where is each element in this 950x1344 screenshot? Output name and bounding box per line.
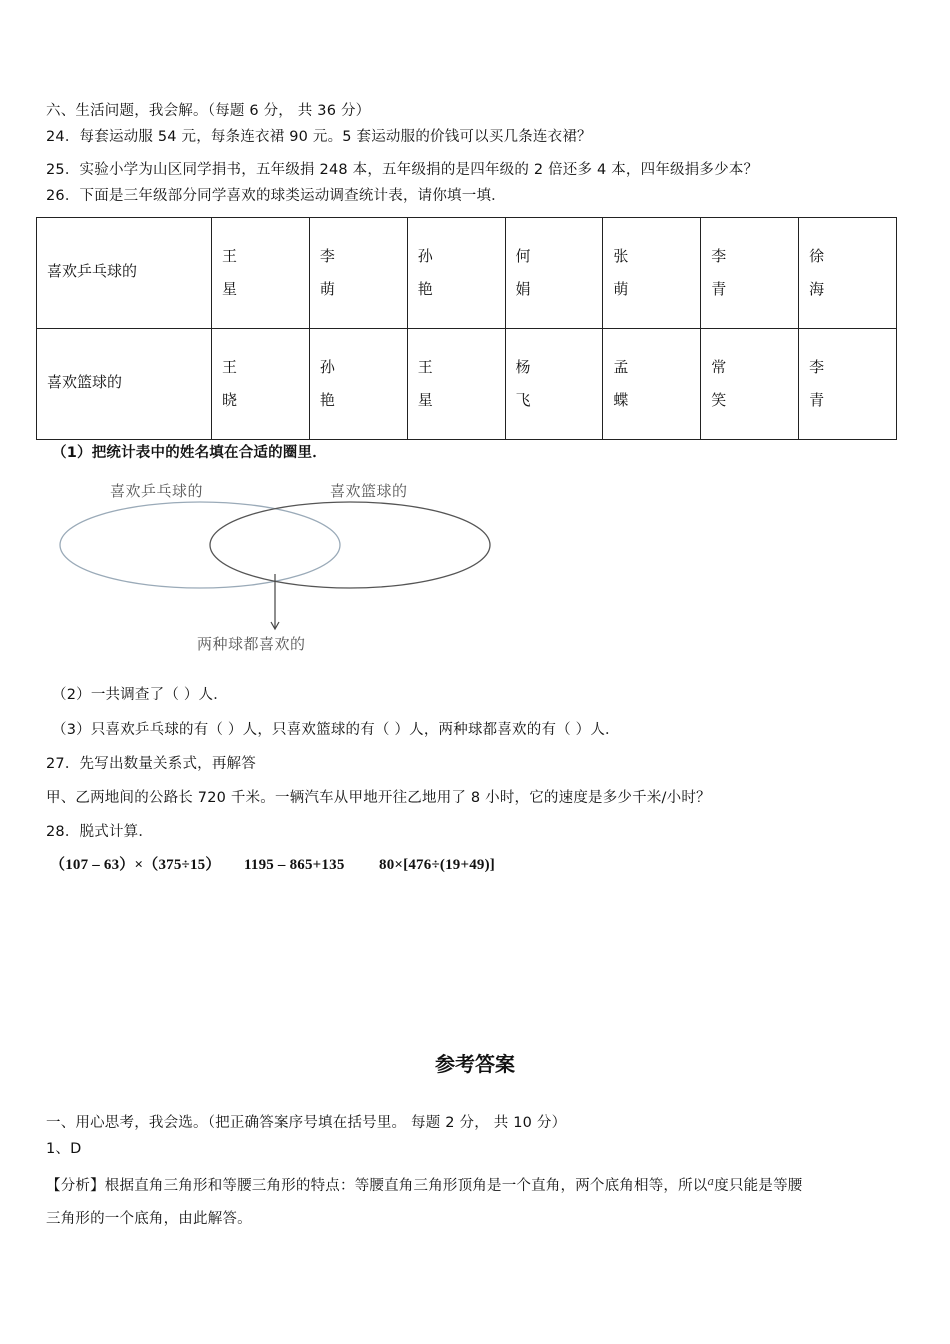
table-row-basketball bbox=[37, 329, 897, 440]
name-char: 星 bbox=[222, 280, 238, 298]
name-char: 艳 bbox=[417, 280, 433, 298]
answer-1: 1、D bbox=[46, 1141, 82, 1157]
name-char: 笑 bbox=[711, 391, 727, 409]
basketball-ellipse bbox=[210, 502, 490, 588]
name-char: 晓 bbox=[222, 391, 238, 409]
name-cell bbox=[309, 218, 407, 329]
venn-left-label: 喜欢乒乓球的 bbox=[110, 482, 204, 500]
name-char: 孟 bbox=[613, 358, 629, 376]
expression-2: 1195 – 865+135 bbox=[244, 857, 345, 873]
venn-diagram bbox=[50, 470, 510, 660]
name-char: 王 bbox=[222, 358, 238, 376]
name-cell bbox=[407, 329, 505, 440]
name-char: 青 bbox=[711, 280, 727, 298]
analysis-text-cont: 度只能是等腰 bbox=[714, 1178, 803, 1194]
question-27-body: 甲、乙两地间的公路长 720 千米。一辆汽车从甲地开往乙地用了 8 小时，它的速度是多少千米/小时？ bbox=[46, 790, 711, 806]
name-char: 青 bbox=[809, 391, 825, 409]
name-char: 萌 bbox=[319, 280, 335, 298]
name-char: 星 bbox=[417, 391, 433, 409]
name-cell bbox=[407, 218, 505, 329]
analysis-text: 【分析】根据直角三角形和等腰三角形的特点：等腰直角三角形顶角是一个直角，两个底角相等，所以 bbox=[46, 1178, 708, 1194]
name-cell bbox=[799, 329, 897, 440]
name-char: 杨 bbox=[515, 358, 531, 376]
answers-title: 参考答案 bbox=[435, 1052, 515, 1076]
name-char: 常 bbox=[711, 358, 727, 376]
name-char: 王 bbox=[417, 358, 433, 376]
name-char: 萌 bbox=[613, 280, 629, 298]
section-heading: 六、生活问题，我会解。（每题 6 分， 共 36 分） bbox=[46, 103, 371, 119]
name-cell bbox=[701, 218, 799, 329]
question-26-part-3: （3）只喜欢乒乓球的有（ ）人，只喜欢篮球的有（ ）人，两种球都喜欢的有（ ）人． bbox=[52, 722, 620, 738]
question-27-title: 27．先写出数量关系式，再解答 bbox=[46, 756, 256, 772]
question-24: 24．每套运动服 54 元，每条连衣裙 90 元。5 套运动服的价钱可以买几条连衣裙？ bbox=[46, 129, 592, 145]
name-char: 飞 bbox=[515, 391, 531, 409]
name-cell bbox=[799, 218, 897, 329]
expression-3: 80×[476÷(19+49)] bbox=[379, 857, 496, 873]
name-char: 孙 bbox=[319, 358, 335, 376]
survey-table bbox=[36, 217, 897, 440]
name-cell bbox=[212, 218, 310, 329]
question-26: 26．下面是三年级部分同学喜欢的球类运动调查统计表，请你填一填． bbox=[46, 188, 506, 204]
answers-section-heading: 一、用心思考，我会选。（把正确答案序号填在括号里。 每题 2 分， 共 10 分） bbox=[46, 1115, 567, 1131]
name-char: 李 bbox=[711, 247, 727, 265]
alpha-symbol: a bbox=[707, 1175, 715, 1188]
name-cell bbox=[309, 329, 407, 440]
name-char: 艳 bbox=[319, 391, 335, 409]
venn-shapes bbox=[50, 470, 510, 660]
row-header: 喜欢篮球的 bbox=[37, 329, 212, 440]
name-cell bbox=[505, 218, 603, 329]
answer-1-analysis bbox=[46, 1172, 802, 1196]
question-25: 25．实验小学为山区同学捐书，五年级捐 248 本，五年级捐的是四年级的 2 倍还多 4 本，四年级捐多少本？ bbox=[46, 162, 759, 178]
row-header: 喜欢乒乓球的 bbox=[37, 218, 212, 329]
answer-1-analysis-line2: 三角形的一个底角，由此解答。 bbox=[46, 1211, 252, 1227]
name-cell bbox=[701, 329, 799, 440]
name-char: 李 bbox=[319, 247, 335, 265]
name-char: 孙 bbox=[417, 247, 433, 265]
table-row-pingpong bbox=[37, 218, 897, 329]
expression-1: （107 – 63）×（375÷15） bbox=[50, 857, 221, 873]
name-char: 娟 bbox=[515, 280, 531, 298]
name-char: 徐 bbox=[809, 247, 825, 265]
question-26-part-2: （2）一共调查了（ ）人． bbox=[52, 687, 228, 703]
name-char: 蝶 bbox=[613, 391, 629, 409]
name-cell bbox=[603, 218, 701, 329]
name-char: 何 bbox=[515, 247, 531, 265]
name-cell bbox=[505, 329, 603, 440]
name-cell bbox=[603, 329, 701, 440]
name-cell bbox=[212, 329, 310, 440]
question-26-part-1: （1）把统计表中的姓名填在合适的圈里． bbox=[52, 445, 327, 461]
pingpong-ellipse bbox=[60, 502, 340, 588]
question-28-title: 28．脱式计算． bbox=[46, 824, 154, 840]
name-char: 李 bbox=[809, 358, 825, 376]
name-char: 王 bbox=[222, 247, 238, 265]
name-char: 张 bbox=[613, 247, 629, 265]
venn-intersection-label: 两种球都喜欢的 bbox=[197, 635, 306, 653]
venn-right-label: 喜欢篮球的 bbox=[330, 482, 408, 500]
name-char: 海 bbox=[809, 280, 825, 298]
